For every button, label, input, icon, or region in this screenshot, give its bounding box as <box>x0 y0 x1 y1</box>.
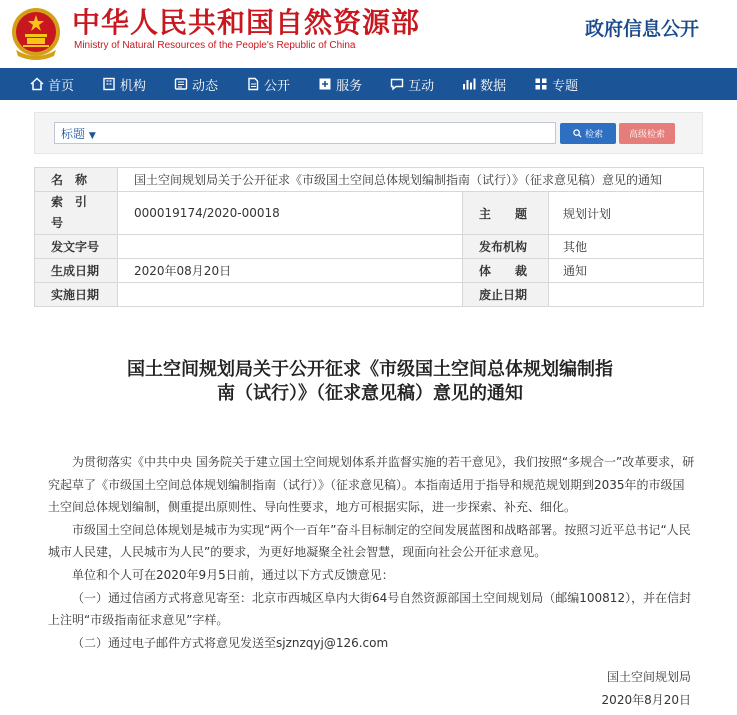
dropdown-arrow-icon: ▼ <box>88 131 96 141</box>
building-icon <box>102 77 116 91</box>
main-nav <box>0 68 737 100</box>
article-paragraph: （二）通过电子邮件方式将意见发送至sjznzqyj@126.com <box>72 635 389 650</box>
nav-item-home[interactable] <box>0 68 74 100</box>
topic-icon <box>534 77 548 91</box>
site-subtitle: Ministry of Natural Resources of the People's Republic of China <box>74 40 356 51</box>
info-topic-value: 规划计划 <box>549 192 704 235</box>
nav-item-data[interactable] <box>434 68 506 100</box>
search-select-label: 标题 <box>61 127 86 141</box>
news-icon <box>174 77 188 91</box>
info-index-value: 000019174/2020-00018 <box>118 192 463 235</box>
service-icon <box>318 77 332 91</box>
info-label: 发文字号 <box>35 235 118 259</box>
info-impl-value <box>118 283 463 307</box>
info-label: 体 裁 <box>463 259 549 283</box>
document-info-table <box>34 167 704 307</box>
nav-item-label: 数据 <box>480 78 507 94</box>
info-date-value: 2020年08月20日 <box>118 259 463 283</box>
article-title: 国土空间规划局关于公开征求《市级国土空间总体规划编制指南（试行）》（征求意见稿）意见的通知 <box>127 359 613 404</box>
search-panel <box>34 112 703 154</box>
info-label: 名 称 <box>35 168 118 192</box>
table-row <box>35 168 704 192</box>
nav-item-label: 首页 <box>48 78 75 94</box>
nav-item-news[interactable] <box>146 68 218 100</box>
info-genre-value: 通知 <box>549 259 704 283</box>
nav-item-label: 机构 <box>120 78 147 94</box>
table-row <box>35 283 704 307</box>
chat-icon <box>390 77 404 91</box>
nav-item-label: 公开 <box>264 78 291 94</box>
info-label: 废止日期 <box>463 283 549 307</box>
nav-item-label: 互动 <box>408 78 435 94</box>
gov-info-title[interactable]: 政府信息公开 <box>584 18 699 40</box>
article-paragraph: 单位和个人可在2020年9月5日前，通过以下方式反馈意见： <box>72 567 394 582</box>
article-signature <box>602 666 691 711</box>
search-icon <box>573 129 582 138</box>
signature-date: 2020年8月20日 <box>601 692 691 707</box>
article-body <box>48 451 696 654</box>
open-icon <box>246 77 260 91</box>
nav-item-label: 动态 <box>192 78 219 94</box>
info-doc-no-value <box>118 235 463 259</box>
article-paragraph: 市级国土空间总体规划是城市为实现“两个一百年”奋斗目标制定的空间发展蓝图和战略部署。按照习近平总书记“人民城市人民建，人民城市为人民”的要求，为更好地凝聚全社会智慧，现面向社会公开征求意见。 <box>48 522 691 560</box>
article-paragraph: （一）通过信函方式将意见寄至：北京市西城区阜内大街64号自然资源部国土空间规划局（邮编100812），并在信封上注明“市级指南征求意见”字样。 <box>48 590 692 628</box>
info-label: 发布机构 <box>463 235 549 259</box>
data-icon <box>462 77 476 91</box>
info-label: 主 题 <box>463 192 549 235</box>
signature-org: 国土空间规划局 <box>606 670 691 684</box>
nav-item-org[interactable] <box>74 68 146 100</box>
table-row <box>35 235 704 259</box>
national-emblem-icon[interactable] <box>10 6 62 60</box>
search-field-select[interactable] <box>61 125 96 142</box>
nav-item-topic[interactable] <box>506 68 578 100</box>
search-box <box>54 122 556 144</box>
info-issuer-value: 其他 <box>549 235 704 259</box>
site-header <box>0 0 737 68</box>
nav-item-label: 服务 <box>336 78 363 94</box>
search-input[interactable] <box>111 123 551 143</box>
search-button-label: 检索 <box>584 130 603 140</box>
table-row <box>35 192 704 235</box>
home-icon <box>30 77 44 91</box>
nav-item-open[interactable] <box>218 68 290 100</box>
advanced-search-button[interactable] <box>619 123 675 144</box>
article-paragraph: 为贯彻落实《中共中央 国务院关于建立国土空间规划体系并监督实施的若干意见》，我们按照“多规合一”改革要求，研究起草了《市级国土空间总体规划编制指南（试行）》（征求意见稿）。本指南适用于指导和规范规划期到2035年的市级国土空间总体规划编制，侧重提出原则性、导向性要求，地方可根据实际，进一步探索、补充、细化。 <box>48 455 695 515</box>
info-label: 索 引 号 <box>35 192 118 235</box>
info-label: 实施日期 <box>35 283 118 307</box>
nav-item-interact[interactable] <box>362 68 434 100</box>
advanced-search-label: 高级检索 <box>628 130 665 140</box>
info-repeal-value <box>549 283 704 307</box>
nav-item-service[interactable] <box>290 68 362 100</box>
nav-item-label: 专题 <box>552 78 579 94</box>
site-title[interactable]: 中华人民共和国自然资源部 <box>72 6 421 39</box>
info-label: 生成日期 <box>35 259 118 283</box>
search-button[interactable] <box>560 123 616 144</box>
table-row <box>35 259 704 283</box>
info-name-value: 国土空间规划局关于公开征求《市级国土空间总体规划编制指南（试行）》（征求意见稿）意见的通知 <box>118 168 704 192</box>
